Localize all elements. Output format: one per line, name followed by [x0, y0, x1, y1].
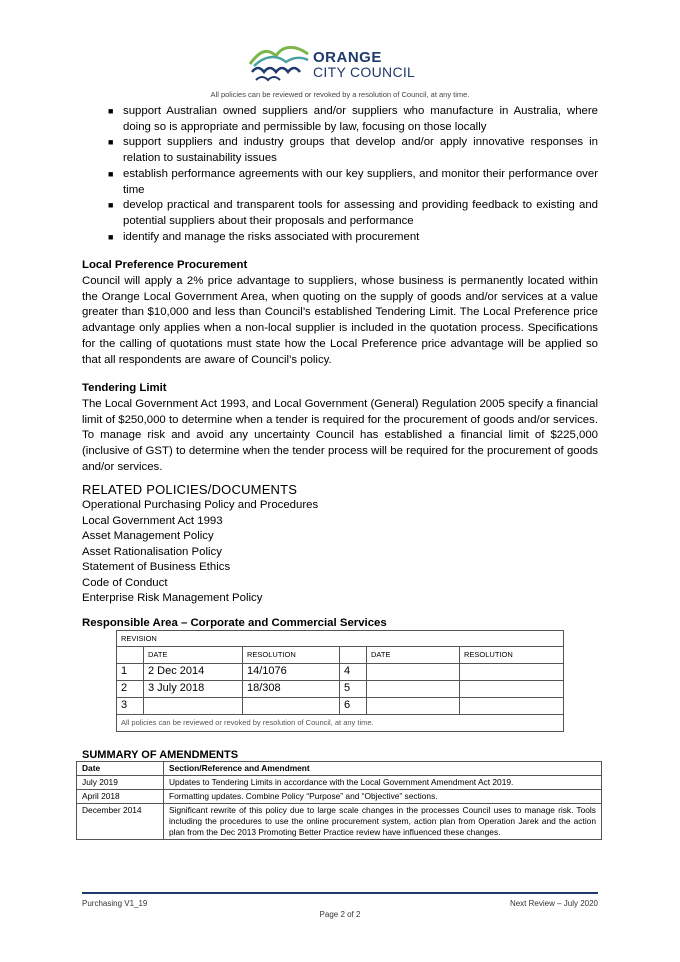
bullet-item: ■ support Australian owned suppliers and/or suppliers who manufacture in Australia, where doing so is appropriate and permissible by law, focusing on those locally	[108, 105, 598, 133]
revision-resolution-header: RESOLUTION	[460, 647, 564, 664]
tendering-limit-heading: Tendering Limit	[82, 382, 167, 395]
bullet-item: ■ establish performance agreements with our key suppliers, and monitor their performance over time	[108, 167, 598, 196]
revision-table	[116, 630, 564, 732]
bullet-item: ■ develop practical and transparent tools for assessing and providing feedback to existing and potential suppliers about their proposals and performance	[108, 199, 598, 227]
square-bullet-icon: ■	[108, 168, 114, 179]
square-bullet-icon: ■	[108, 106, 114, 116]
square-bullet-icon: ■	[108, 231, 114, 242]
table-row: December 2014 Significant rewrite of this policy due to large scale changes in the processes Council uses to manage risk. Tools including the procedures to use the online procurement system, action plan from Operation Jarek and the action plan from the Dec 2013 Promoting Better Practice review have influenced these changes.	[77, 803, 602, 839]
related-item: Local Government Act 1993	[82, 514, 223, 527]
amendments-date-header: Date	[77, 761, 164, 775]
related-item: Asset Management Policy	[82, 530, 214, 543]
revision-date-header: DATE	[367, 647, 460, 664]
table-row: July 2019 Updates to Tendering Limits in accordance with the Local Government Amendment Act 2019.	[77, 775, 602, 789]
revision-note: All policies can be reviewed or revoked by resolution of Council, at any time.	[117, 715, 564, 732]
related-policies-title: RELATED POLICIES/DOCUMENTS	[82, 482, 298, 498]
local-preference-heading: Local Preference Procurement	[82, 259, 248, 272]
logo-text-orange: ORANGE	[313, 49, 382, 66]
footer-next-review: Next Review – July 2020	[509, 899, 598, 908]
table-row: 3 6	[117, 698, 564, 715]
tendering-limit-body: The Local Government Act 1993, and Local Government (General) Regulation 2005 specify a financial limit of $250,000 to determine when a tender is required for the procurement of goods and/or services. To manage risk and avoid any uncertainty Council has established a financial limit of $225,000 (inclusive of GST) to determine when the tender process will be required for the procurement of goods and/or services.	[82, 397, 598, 473]
amendments-title: SUMMARY OF AMENDMENTS	[82, 748, 239, 761]
amendments-section-header: Section/Reference and Amendment	[164, 761, 602, 775]
table-row: 2 3 July 2018 18/308 5	[117, 681, 564, 698]
table-row: April 2018 Formatting updates. Combine Policy “Purpose” and “Objective” sections.	[77, 789, 602, 803]
related-item: Code of Conduct	[82, 576, 168, 589]
related-item: Statement of Business Ethics	[82, 561, 231, 574]
header-disclaimer: All policies can be reviewed or revoked by a resolution of Council, at any time.	[210, 90, 470, 99]
table-row: 1 2 Dec 2014 14/1076 4	[117, 664, 564, 681]
footer-document-version: Purchasing V1_19	[82, 899, 148, 908]
responsible-area: Responsible Area – Corporate and Commercial Services	[82, 616, 387, 629]
revision-title: REVISION	[117, 630, 564, 647]
revision-resolution-header: RESOLUTION	[243, 647, 340, 664]
revision-date-header: DATE	[144, 647, 243, 664]
bullet-item: ■ identify and manage the risks associated with procurement	[82, 230, 598, 246]
related-item: Operational Purchasing Policy and Procedures	[82, 499, 319, 512]
footer-divider	[82, 892, 598, 894]
bullet-list	[82, 104, 598, 245]
square-bullet-icon: ■	[108, 137, 114, 148]
logo-text-city-council: CITY COUNCIL	[313, 64, 416, 80]
local-preference-body: Council will apply a 2% price advantage to suppliers, whose business is permanently located within the Orange Local Government Area, when quoting on the supply of goods and/or services at a value greater than $10,000 and less than Council’s established Tendering Limit. The Local Preference price advantage only applies when a non-local supplier is included in the quotation process. Specifications for the calling of quotations must state how the Local Preference price advantage will be applied so that all respondents are aware of Council’s policy.	[82, 275, 598, 366]
related-item: Enterprise Risk Management Policy	[82, 592, 263, 605]
bullet-item: ■ support suppliers and industry groups that develop and/or apply innovative responses in relation to sustainability issues	[108, 136, 598, 165]
square-bullet-icon: ■	[108, 200, 114, 211]
page-number: Page 2 of 2	[319, 910, 361, 919]
page-content	[82, 104, 598, 840]
related-item: Asset Rationalisation Policy	[82, 545, 222, 558]
amendments-table	[76, 761, 602, 840]
